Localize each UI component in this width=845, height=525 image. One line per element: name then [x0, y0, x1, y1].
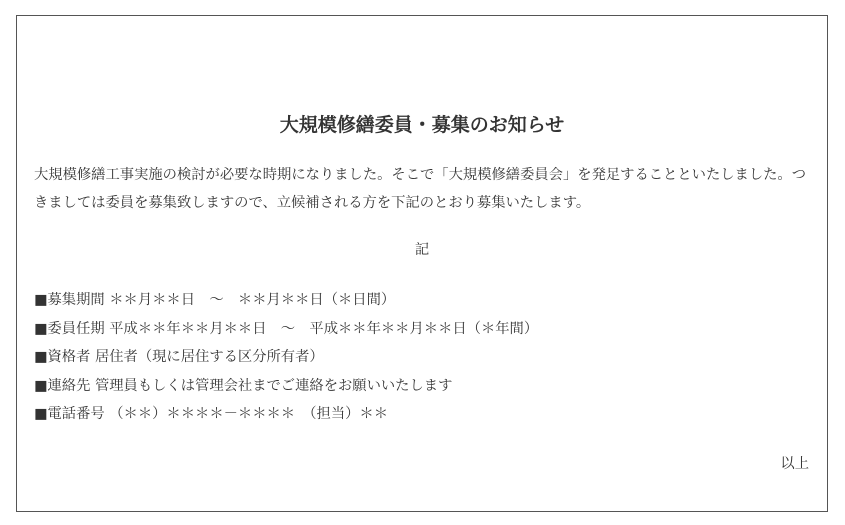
notice-title: 大規模修繕委員・募集のお知らせ	[279, 114, 565, 136]
notice-frame	[16, 15, 828, 512]
notice-ki-marker: 記	[414, 242, 430, 258]
detail-eligibility: ■資格者 居住者（現に居住する区分所有者）	[34, 349, 324, 365]
closing-text: 以上	[780, 456, 809, 472]
detail-phone-number: ■電話番号 （＊＊）＊＊＊＊－＊＊＊＊ （担当）＊＊	[34, 406, 389, 422]
detail-member-term: ■委員任期 平成＊＊年＊＊月＊＊日 ～ 平成＊＊年＊＊月＊＊日（＊年間）	[34, 320, 539, 337]
detail-list	[34, 286, 538, 429]
notice-body: 大規模修繕工事実施の検討が必要な時期になりました。そこで「大規模修繕委員会」を発足することといたしました。つきましては委員を募集致しますので、立候補される方を下記のとおり募集いたします。	[34, 167, 807, 211]
detail-contact: ■連絡先 管理員もしくは管理会社までご連絡をお願いいたします	[34, 377, 453, 394]
detail-recruitment-period: ■募集期間 ＊＊月＊＊日 ～ ＊＊月＊＊日（＊日間）	[34, 292, 396, 308]
